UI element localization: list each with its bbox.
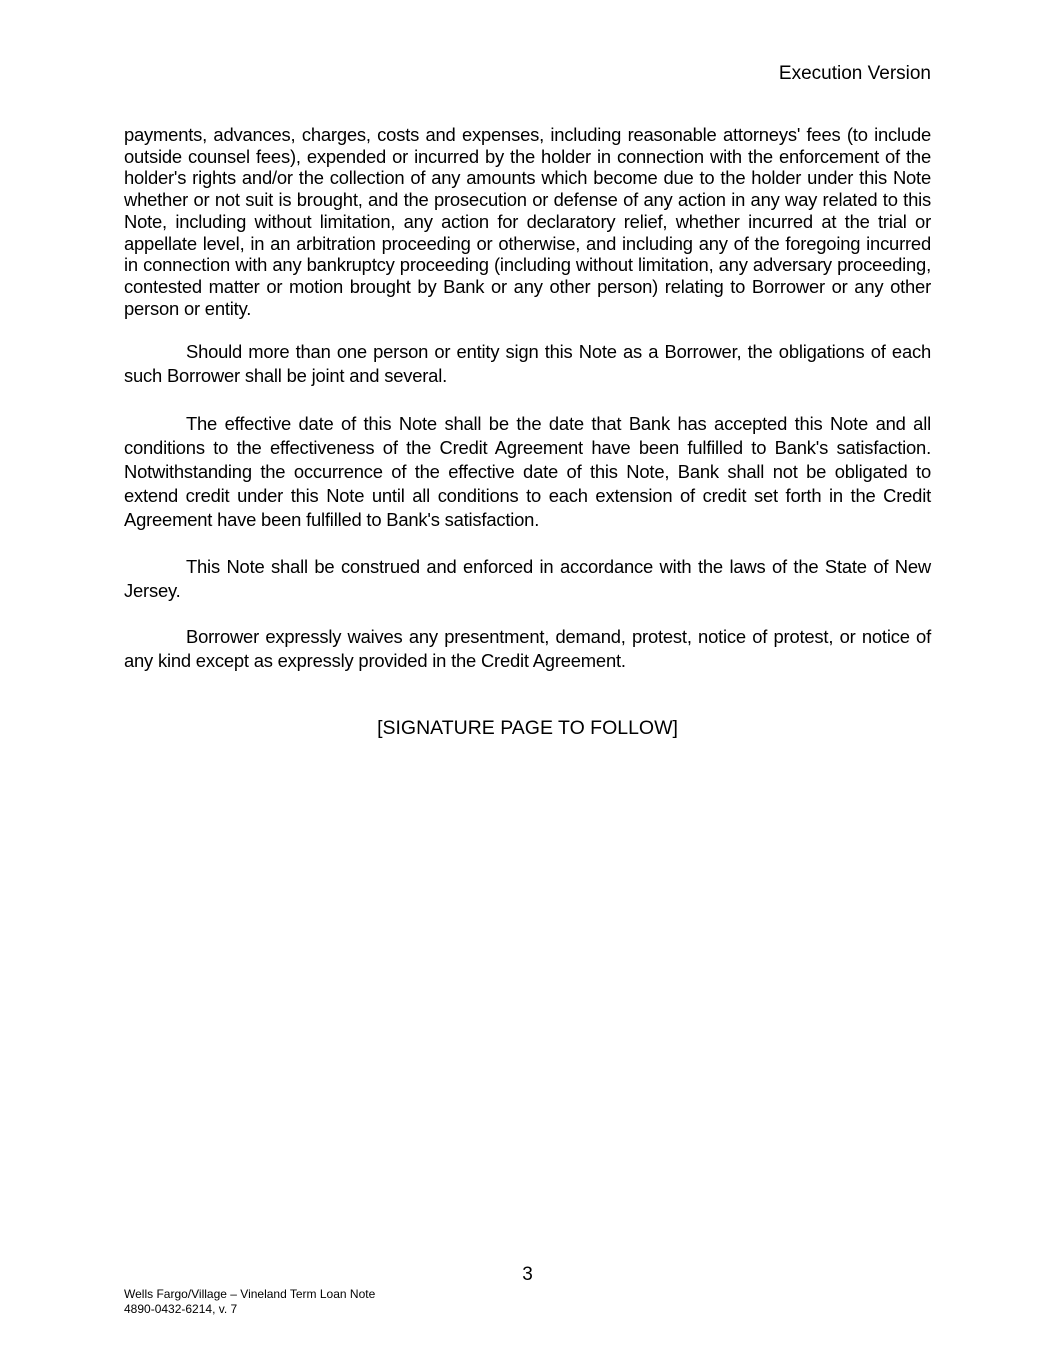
footer-document-title: Wells Fargo/Village – Vineland Term Loan Note bbox=[124, 1287, 376, 1301]
signature-page-notice: [SIGNATURE PAGE TO FOLLOW] bbox=[377, 717, 678, 739]
paragraph-governing-law: This Note shall be construed and enforced in accordance with the laws of the State of New Jersey. bbox=[124, 556, 931, 602]
paragraph-waiver: Borrower expressly waives any presentment, demand, protest, notice of protest, or notice of any kind except as expressly provided in the Credit Agreement. bbox=[124, 626, 931, 672]
document-footer bbox=[124, 1287, 375, 1317]
paragraph-attorneys-fees: payments, advances, charges, costs and expenses, including reasonable attorneys' fees (to include outside counsel fees), expended or incurred by the holder in connection with the enforcement of the holder's rights and/or the collection of any amounts which become due to the holder under this Note whether or not suit is brought, and the prosecution or defense of any action in any way related to this Note, including without limitation, any action for declaratory relief, whether incurred at the trial or appellate level, in an arbitration proceeding or otherwise, and including any of the foregoing incurred in connection with any bankruptcy proceeding (including without limitation, any adversary proceeding, contested matter or motion brought by Bank or any other person) relating to Borrower or any other person or entity. bbox=[124, 124, 931, 319]
execution-version-label: Execution Version bbox=[778, 63, 931, 84]
document-body bbox=[124, 124, 931, 673]
paragraph-joint-several: Should more than one person or entity sign this Note as a Borrower, the obligations of each such Borrower shall be joint and several. bbox=[124, 341, 931, 387]
paragraph-effective-date: The effective date of this Note shall be the date that Bank has accepted this Note and all conditions to the effectiveness of the Credit Agreement have been fulfilled to Bank's satisfaction. Notwithstanding the occurrence of the effective date of this Note, Bank shall not be obligated to extend credit under this Note until all conditions to each extension of credit set forth in the Credit Agreement have been fulfilled to Bank's satisfaction. bbox=[124, 413, 931, 531]
page-number: 3 bbox=[522, 1264, 533, 1285]
footer-document-id: 4890-0432-6214, v. 7 bbox=[124, 1302, 238, 1316]
